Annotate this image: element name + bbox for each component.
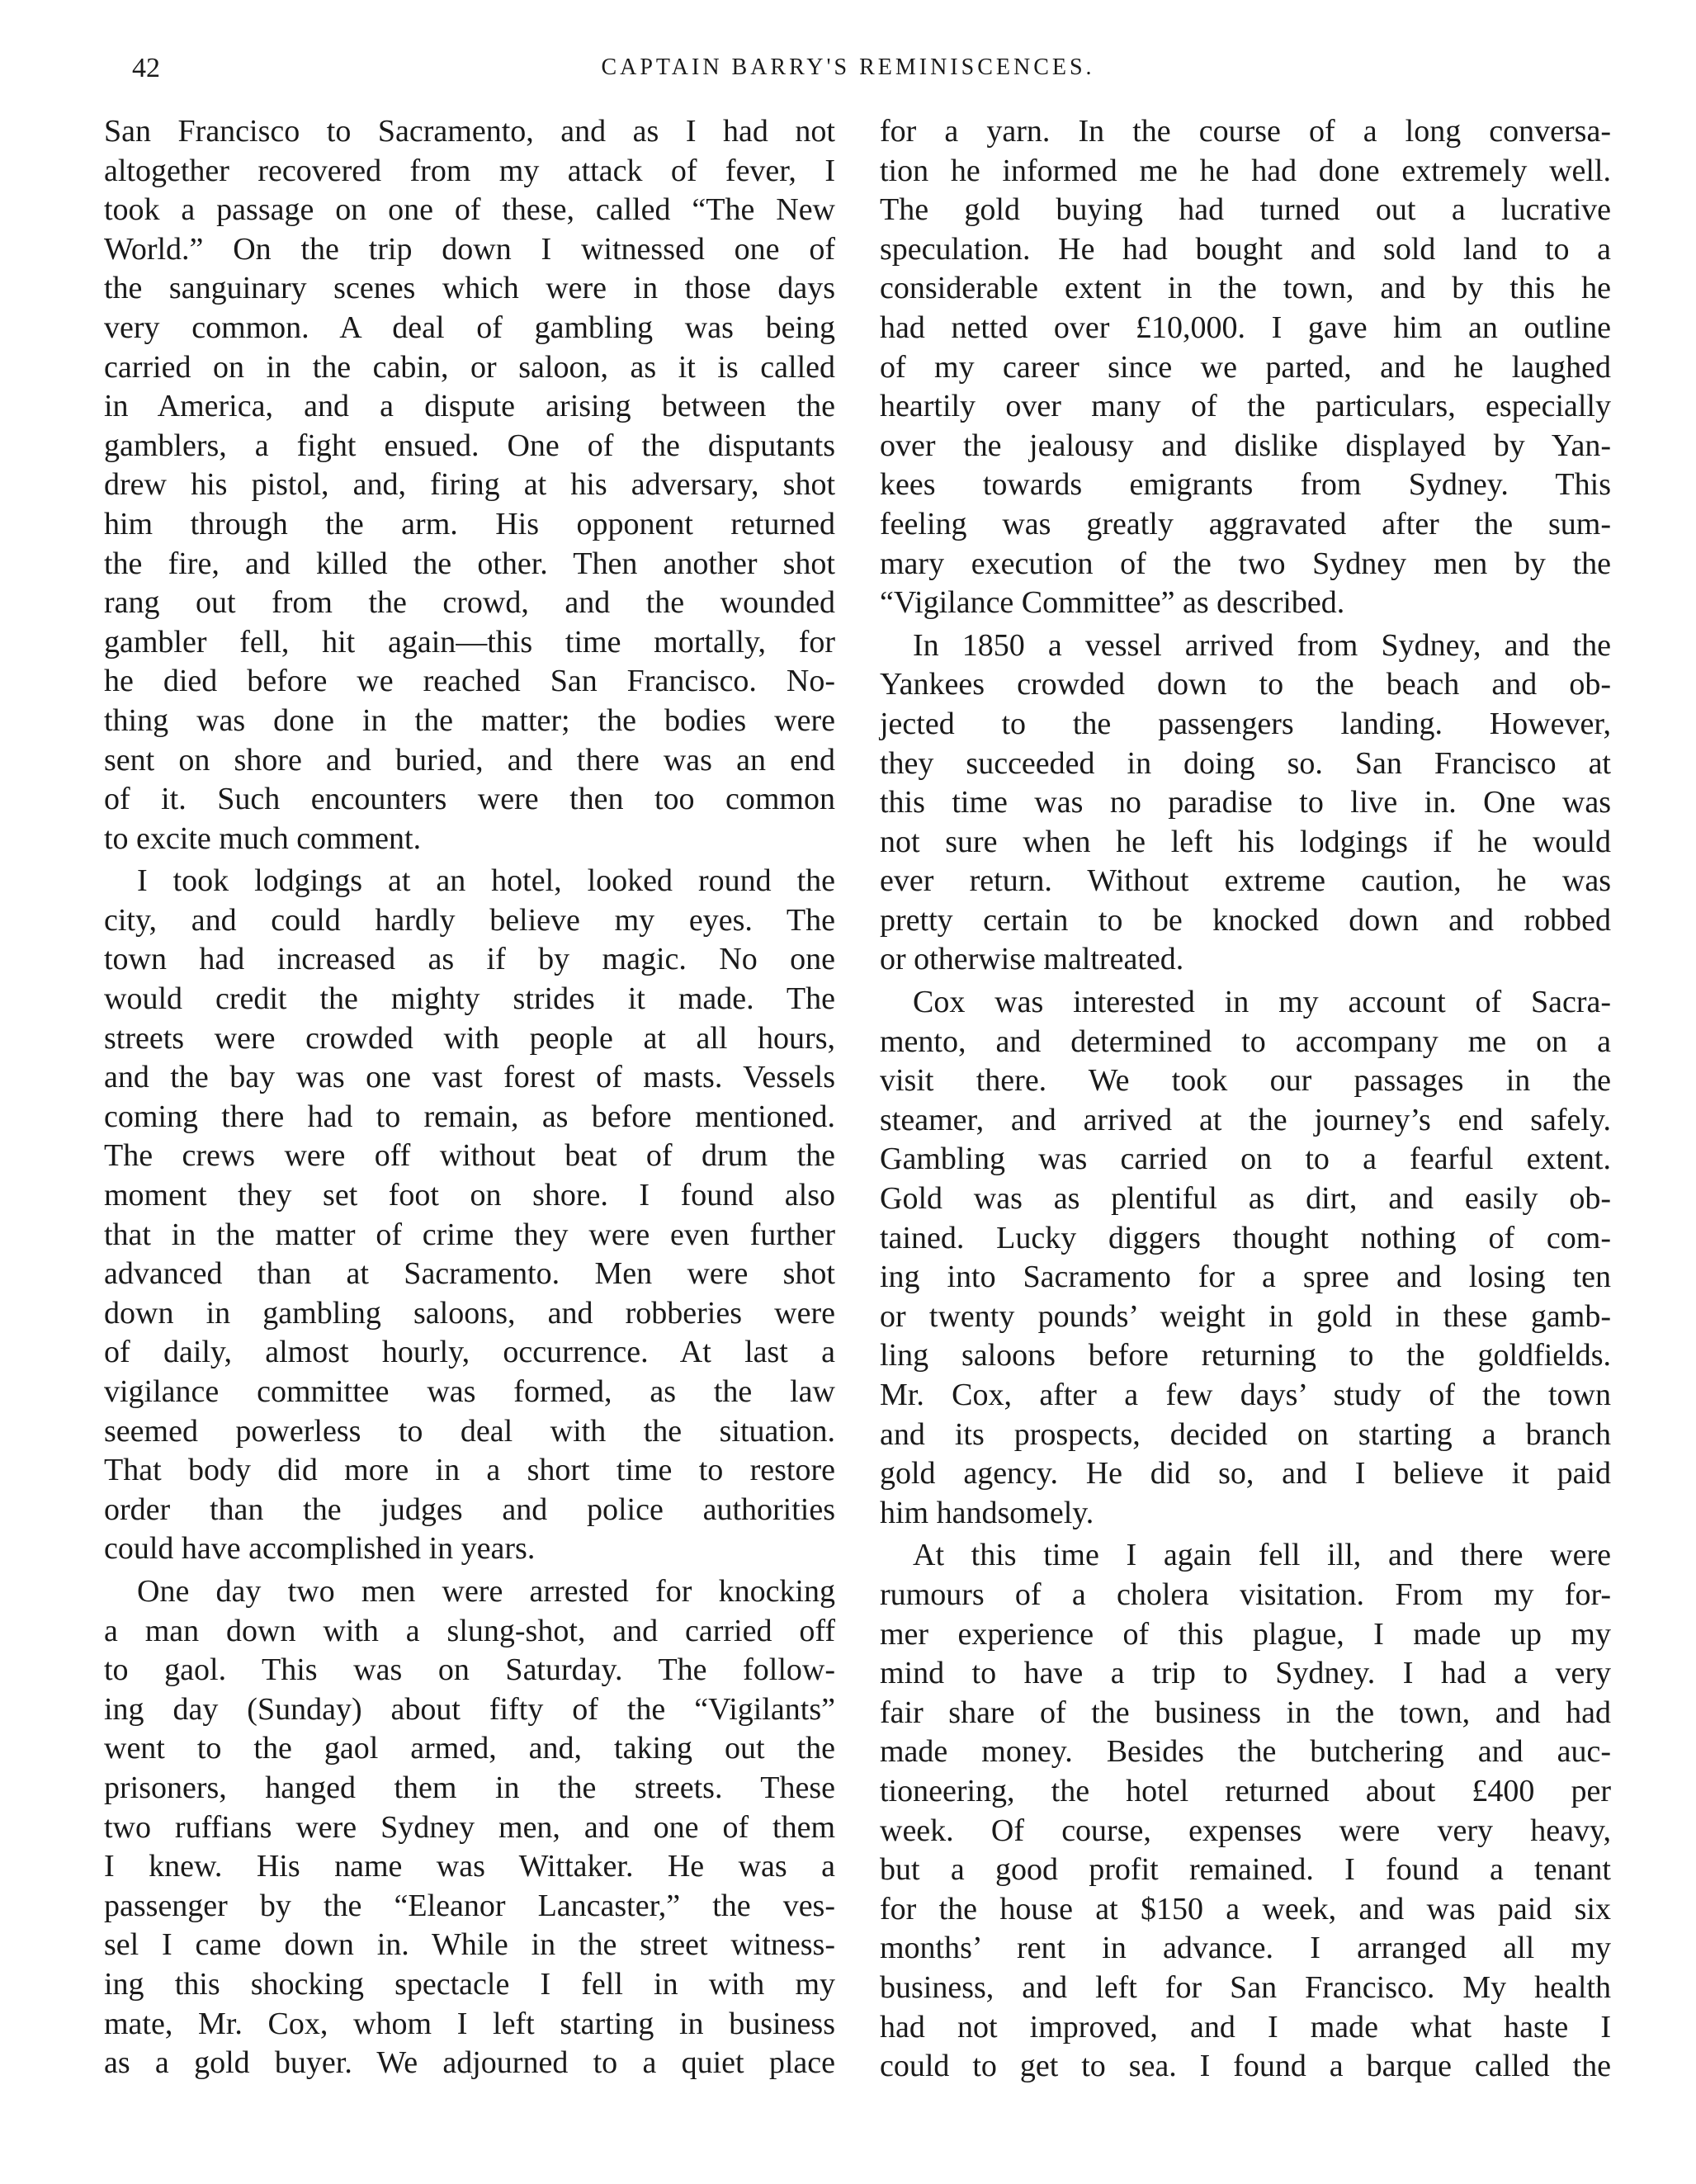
text-line: visit there. We took our passages in the — [880, 1063, 1611, 1099]
text-line: down in gambling saloons, and robberies were — [104, 1295, 835, 1331]
text-column-left — [104, 112, 835, 2087]
text-line: Mr. Cox, after a few days’ study of the town — [880, 1378, 1611, 1412]
text-line: he died before we reached San Francisco. No- — [104, 664, 835, 699]
text-line: of daily, almost hourly, occurrence. At last a — [104, 1335, 835, 1370]
text-line: passenger by the “Eleanor Lancaster,” the ves- — [104, 1888, 835, 1923]
text-line: to excite much comment. — [104, 820, 422, 856]
text-line: could to get to sea. I found a barque called the — [880, 2049, 1611, 2084]
text-line: ling saloons before returning to the goldfields. — [880, 1338, 1611, 1373]
text-line: Yankees crowded down to the beach and ob- — [880, 667, 1611, 702]
text-line: had netted over £10,000. I gave him an outline — [880, 310, 1611, 345]
text-line: heartily over many of the particulars, especially — [880, 389, 1611, 424]
text-line: mento, and determined to accompany me on a — [880, 1023, 1611, 1059]
text-line: World.” On the trip down I witnessed one of — [104, 231, 835, 267]
text-line: thing was done in the matter; the bodies were — [104, 702, 835, 738]
text-line: carried on in the cabin, or saloon, as it is called — [104, 349, 835, 385]
text-line: for a yarn. In the course of a long conversa- — [880, 114, 1611, 149]
text-line: to gaol. This was on Saturday. The follow- — [104, 1652, 835, 1688]
text-line: of my career since we parted, and he laughed — [880, 349, 1611, 385]
text-line: ever return. Without extreme caution, he was — [880, 863, 1611, 899]
text-line: advanced than at Sacramento. Men were shot — [104, 1256, 835, 1292]
text-line: gold agency. He did so, and I believe it paid — [880, 1456, 1611, 1491]
text-line: pretty certain to be knocked down and robbed — [880, 902, 1611, 938]
text-line: tained. Lucky diggers thought nothing of com- — [880, 1220, 1611, 1255]
text-line: town had increased as if by magic. No one — [104, 942, 835, 977]
text-line: went to the gaol armed, and, taking out the — [104, 1731, 835, 1766]
paragraph — [104, 1572, 835, 2083]
text-line: tioneering, the hotel returned about £400 per — [880, 1773, 1611, 1808]
text-line: as a gold buyer. We adjourned to a quiet place — [104, 2045, 835, 2081]
text-line: took a passage on one of these, called “The New — [104, 192, 835, 228]
text-line: and the bay was one vast forest of masts. Vessels — [104, 1060, 835, 1095]
text-line: the sanguinary scenes which were in those days — [104, 271, 835, 306]
text-line: Gold was as plentiful as dirt, and easily ob- — [880, 1181, 1611, 1217]
text-line: altogether recovered from my attack of fever, I — [104, 153, 835, 188]
text-line: this time was no paradise to live in. One was — [880, 785, 1611, 820]
text-line: made money. Besides the butchering and auc- — [880, 1734, 1611, 1770]
paragraph — [880, 626, 1611, 980]
text-line: over the jealousy and dislike displayed by Yan- — [880, 428, 1611, 463]
text-line: considerable extent in the town, and by this he — [880, 271, 1611, 306]
text-line: business, and left for San Francisco. My health — [880, 1969, 1611, 2005]
page-number: 42 — [132, 53, 160, 83]
text-line: ing into Sacramento for a spree and losing ten — [880, 1260, 1611, 1295]
text-line: San Francisco to Sacramento, and as I had not — [104, 114, 835, 149]
paragraph — [104, 112, 835, 858]
text-line: fair share of the business in the town, and had — [880, 1695, 1611, 1730]
paragraph — [880, 112, 1611, 623]
text-line: him handsomely. — [880, 1495, 1094, 1530]
text-line: sel I came down in. While in the street witness- — [104, 1927, 835, 1963]
text-line: vigilance committee was formed, as the law — [104, 1374, 835, 1409]
text-line: kees towards emigrants from Sydney. This — [880, 467, 1611, 503]
text-line: mind to have a trip to Sydney. I had a very — [880, 1656, 1611, 1691]
text-line: rang out from the crowd, and the wounded — [104, 585, 835, 621]
text-line: coming there had to remain, as before mentioned. — [104, 1099, 835, 1134]
text-line: could have accomplished in years. — [104, 1531, 536, 1567]
text-line: mate, Mr. Cox, whom I left starting in business — [104, 2006, 835, 2041]
text-line: seemed powerless to deal with the situation. — [104, 1413, 835, 1449]
text-line: ing this shocking spectacle I fell in with my — [104, 1966, 835, 2002]
text-line: in America, and a dispute arising between the — [104, 389, 835, 424]
text-line: prisoners, hanged them in the streets. These — [104, 1770, 835, 1805]
text-column-right — [880, 112, 1611, 2090]
paragraph — [880, 1536, 1611, 2086]
text-line: not sure when he left his lodgings if he would — [880, 824, 1611, 859]
paragraph — [104, 862, 835, 1569]
text-line: a man down with a slung-shot, and carried off — [104, 1613, 835, 1648]
text-line: would credit the mighty strides it made. The — [104, 981, 835, 1017]
text-line: The gold buying had turned out a lucrative — [880, 192, 1611, 228]
text-line: mary execution of the two Sydney men by the — [880, 546, 1611, 581]
text-line: for the house at $150 a week, and was paid six — [880, 1891, 1611, 1926]
text-line: order than the judges and police authorities — [104, 1491, 835, 1527]
text-line: The crews were off without beat of drum the — [104, 1138, 835, 1174]
text-line: week. Of course, expenses were very heavy, — [880, 1813, 1611, 1848]
text-line: drew his pistol, and, firing at his adversary, shot — [104, 467, 835, 503]
text-line: or otherwise maltreated. — [880, 942, 1184, 977]
text-line: very common. A deal of gambling was being — [104, 310, 835, 345]
text-line: streets were crowded with people at all hours, — [104, 1020, 835, 1056]
text-line: At this time I again fell ill, and there were — [913, 1538, 1611, 1573]
text-line: Gambling was carried on to a fearful extent. — [880, 1142, 1611, 1177]
text-line: One day two men were arrested for knocking — [137, 1573, 835, 1609]
text-line: speculation. He had bought and sold land to a — [880, 231, 1611, 267]
text-line: gambler fell, hit again—this time mortally, for — [104, 624, 835, 659]
text-line: sent on shore and buried, and there was an end — [104, 742, 835, 778]
text-line: and its prospects, decided on starting a branch — [880, 1416, 1611, 1452]
text-line: I took lodgings at an hotel, looked round the — [137, 863, 835, 899]
running-title: CAPTAIN BARRY'S REMINISCENCES. — [601, 54, 1095, 80]
text-line: ing day (Sunday) about fifty of the “Vigilants” — [104, 1691, 835, 1727]
text-line: they succeeded in doing so. San Francisco at — [880, 745, 1611, 781]
text-line: months’ rent in advance. I arranged all my — [880, 1931, 1611, 1966]
text-line: steamer, and arrived at the journey’s end safely. — [880, 1102, 1611, 1137]
text-line: or twenty pounds’ weight in gold in these gamb- — [880, 1298, 1611, 1334]
text-line: rumours of a cholera visitation. From my for- — [880, 1577, 1611, 1612]
text-line: two ruffians were Sydney men, and one of them — [104, 1809, 835, 1845]
text-line: I knew. His name was Wittaker. He was a — [104, 1849, 835, 1884]
text-line: mer experience of this plague, I made up my — [880, 1616, 1611, 1652]
text-line: of it. Such encounters were then too common — [104, 782, 835, 817]
text-line: “Vigilance Committee” as described. — [880, 585, 1345, 621]
text-line: him through the arm. His opponent returned — [104, 506, 835, 541]
text-line: feeling was greatly aggravated after the sum- — [880, 506, 1611, 541]
text-line: city, and could hardly believe my eyes. The — [104, 902, 835, 938]
text-line: that in the matter of crime they were even further — [104, 1217, 835, 1252]
text-line: jected to the passengers landing. However, — [880, 706, 1611, 741]
text-line: had not improved, and I made what haste I — [880, 2009, 1611, 2045]
text-line: In 1850 a vessel arrived from Sydney, and the — [913, 627, 1611, 663]
paragraph — [880, 983, 1611, 1533]
text-line: That body did more in a short time to restore — [104, 1453, 835, 1488]
text-line: tion he informed me he had done extremely well. — [880, 153, 1611, 188]
text-line: Cox was interested in my account of Sacra- — [913, 985, 1611, 1020]
text-line: moment they set foot on shore. I found also — [104, 1178, 835, 1213]
text-line: gamblers, a fight ensued. One of the disputants — [104, 428, 835, 463]
text-line: but a good profit remained. I found a tenant — [880, 1852, 1611, 1888]
text-line: the fire, and killed the other. Then another shot — [104, 546, 835, 581]
